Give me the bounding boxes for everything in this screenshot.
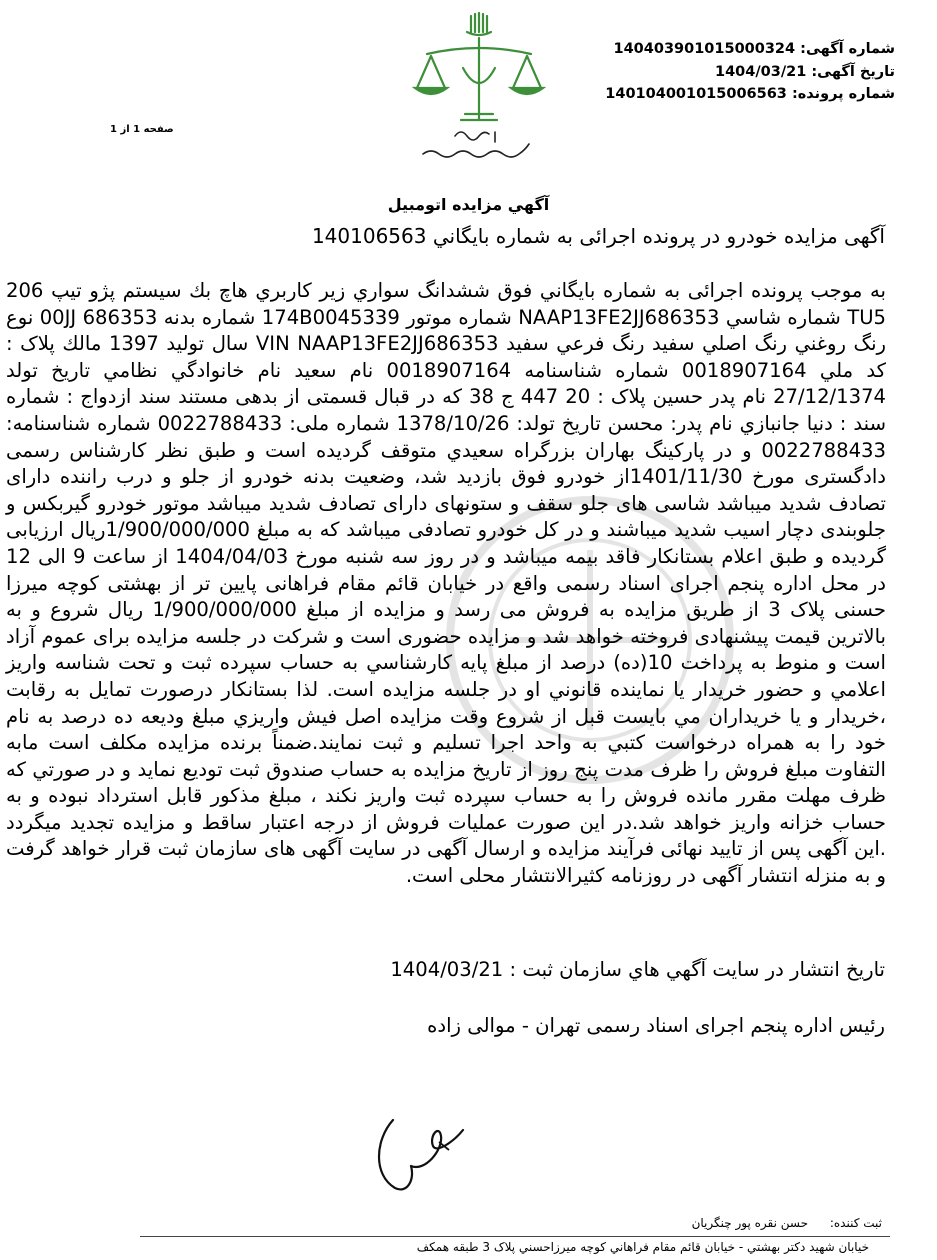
- notice-date-label: تاریخ آگهی:: [811, 63, 895, 80]
- case-number-label: شماره پرونده:: [791, 86, 895, 102]
- notice-body: به موجب پرونده اجرائی به شماره بايگاني فوق ششدانگ سواري زير كاربري هاچ بك سيستم پژو تيپ 206 TU5 شماره شاسي NAAP13FE2JJ686353 شماره موتور 174B0045339 شماره بدنه 00JJ 686353 نوع رنگ روغني رنگ اصلي سفيد رنگ فرعي سفيد VIN NAAP13FE2JJ686353 سال توليد 1397 مالك پلاک : كد ملي 0018907164 شماره شناسنامه 0018907164 نام سعيد نام خانوادگي نظامي تاريخ تولد 27/12/1374 نام پدر حسين پلاک : 20 447 ج 38 که در قبال قسمتی از بدهی مستند سند ازدواج : شماره سند : دنيا جانبازي نام پدر: محسن تاریخ تولد: 1378/10/26 شماره ملی: 0022788433 شماره شناسنامه: 0022788433 و در پاركينگ بهاران بزرگراه سعيدي متوقف گرديده است و طبق نظر كارشناس رسمی دادگستری مورخ 1401/11/30از خودرو فوق بازديد شد، وضعيت بدنه خودرو از جلو و درب راننده دارای تصادف شديد ميباشد شاسی های جلو سقف و ستونهای دارای تصادف شديد ميباشد موتور خودرو گیربکس و جلوبندی دچار اسيب شديد ميباشند و در کل خودرو تصادفی ميباشد که به مبلغ 1/900/000/000ريال ارزيابی گرديده و طبق اعلام بستانكار فاقد بیمه میباشد و در روز سه شنبه مورخ 1404/04/03 از ساعت 9 الی 12 در محل اداره پنجم اجرای اسناد رسمی واقع در خیابان قائم مقام فراهانی پایین تر از بهشتی کوچه میرزا حسنی پلاک 3 از طریق مزایده به فروش می رسد و مزایده از مبلغ 1/900/000/000 ریال شروع و به بالاترین قیمت پیشنهادی فروخته خواهد شد و مزايده حضوری است و شرکت در جلسه مزایده برای عموم آزاد است و منوط به پرداخت 10(ده) درصد از مبلغ پايه كارشناسي به حساب سپرده ثبت و تحت شناسه واريز اعلامي و حضور خريدار يا نماينده قانوني او در جلسه مزايده است. لذا بستانكار درصورت تمایل به رقابت ،خريدار و يا خريداران مي بايست قبل از شروع وقت مزايده اصل فيش واريزي مبلغ وديعه ده درصد به نام خود را به همراه درخواست كتبي به واحد اجرا تسليم و ثبت نمايند.ضمناً برنده مزایده مکلف است مابه التفاوت مبلغ فروش را ظرف مدت پنج روز از تاريخ مزايده به حساب صندوق ثبت توديع نمايد و در صورتي كه ظرف مهلت مقرر مانده فروش را به حساب سپرده ثبت واريز نكند ، مبلغ مذكور قابل استرداد نبوده و به حساب خزانه واريز خواهد شد.در اين صورت عمليات فروش از درجه اعتبار ساقط و مزايده تجديد ميگردد .این آگهی پس از تایید نهائی فرآیند مزایده و ارسال آگهی در سایت آگهی های سازمان ثبت قرار خواهد گرفت و به منزله انتشار آگهی در روزنامه كثيرالانتشار محلی است.: [6, 279, 887, 888]
- footer-divider: [140, 1236, 890, 1237]
- case-number-row: [605, 83, 895, 106]
- signatory-line: رئیس اداره پنجم اجرای اسناد رسمی تهران - موالی زاده: [427, 1014, 885, 1037]
- page-number: صفحه 1 از 1: [110, 124, 174, 135]
- registrar-name: حسن نقره پور چنگریان: [691, 1216, 809, 1230]
- signature-icon: [345, 1080, 495, 1210]
- notice-number-label: شماره آگهی:: [800, 41, 895, 57]
- case-number: 140104001015006563: [605, 86, 787, 102]
- registrar: [692, 1216, 882, 1230]
- notice-subtitle: آگهی مزایده خودرو در پرونده اجرائی به شماره بایگاني 140106563: [311, 224, 885, 248]
- notice-metadata: [605, 38, 895, 106]
- justice-scales-emblem-icon: [405, 8, 555, 163]
- notice-date: 1404/03/21: [715, 63, 807, 80]
- notice-title: آگهي مزايده اتومبيل: [387, 195, 550, 214]
- notice-date-row: [605, 61, 895, 84]
- publish-date-line: تاريخ انتشار در سايت آگهي هاي سازمان ثبت : 1404/03/21: [390, 958, 885, 981]
- notice-number: 140403901015000324: [613, 41, 796, 57]
- office-address: خيابان شهيد دكتر بهشتي - خيابان قائم مقام فراهاني كوچه ميرزاحسني پلاک 3 طبقه همكف: [416, 1240, 869, 1254]
- registrar-label: ثبت کننده:: [829, 1216, 882, 1230]
- notice-number-row: [605, 38, 895, 61]
